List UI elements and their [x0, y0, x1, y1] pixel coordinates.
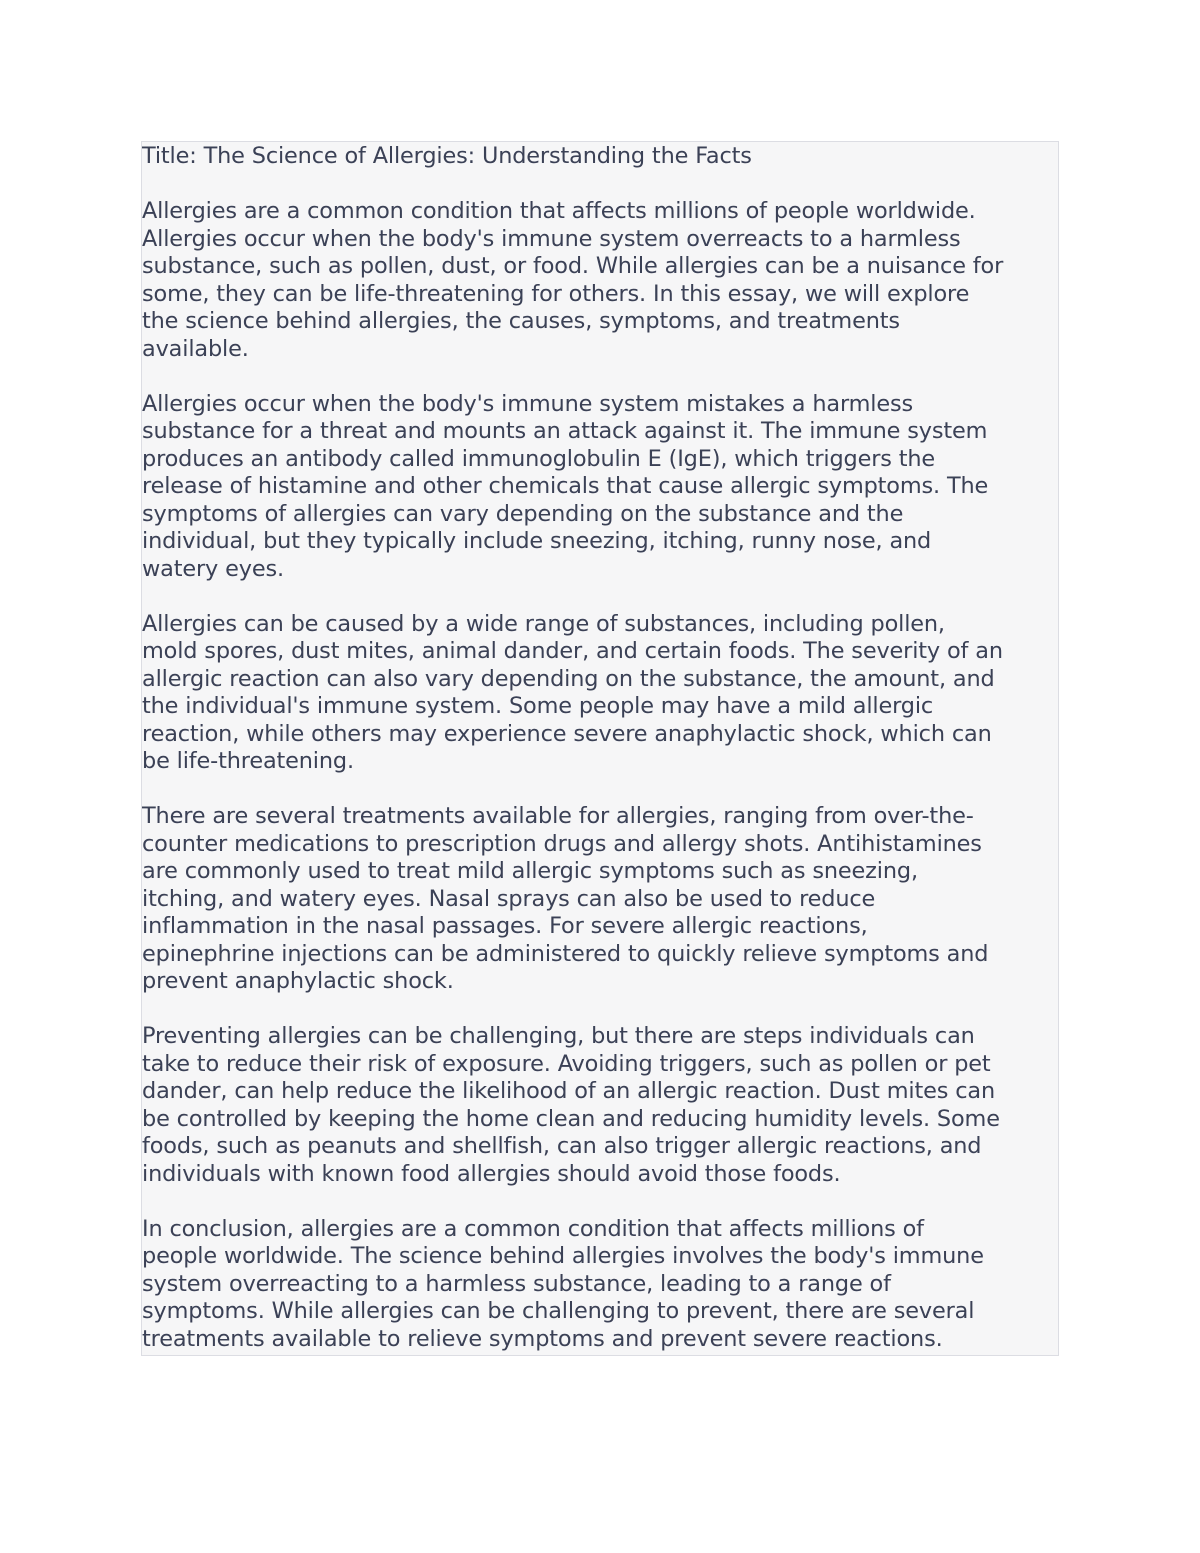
text-line: system overreacting to a harmless substance, leading to a range of: [142, 1270, 891, 1297]
paragraph-gap: [142, 1188, 1058, 1216]
text-line: reaction, while others may experience severe anaphylactic shock, which can: [142, 720, 992, 747]
text-line: foods, such as peanuts and shellfish, can also trigger allergic reactions, and: [142, 1133, 982, 1159]
text-line: mold spores, dust mites, animal dander, and certain foods. The severity of an: [142, 638, 1003, 664]
text-line: dander, can help reduce the likelihood of an allergic reaction. Dust mites can: [142, 1078, 995, 1104]
text-line: substance, such as pollen, dust, or food. While allergies can be a nuisance for: [142, 253, 1004, 279]
text-line: epinephrine injections can be administered to quickly relieve symptoms and: [142, 940, 989, 967]
paragraph-gap: [142, 583, 1058, 611]
text-line: allergic reaction can also vary depending on the substance, the amount, and: [142, 665, 995, 692]
paragraph-immune-response: [142, 391, 1058, 584]
text-line: There are several treatments available for allergies, ranging from over-the-: [142, 803, 974, 829]
text-line: people worldwide. The science behind allergies involves the body's immune: [142, 1243, 984, 1269]
text-line: release of histamine and other chemicals that cause allergic symptoms. The: [142, 473, 989, 499]
paragraph-gap: [142, 363, 1058, 391]
paragraph-gap: [142, 996, 1058, 1024]
text-line: the individual's immune system. Some people may have a mild allergic: [142, 693, 934, 719]
text-line: In conclusion, allergies are a common condition that affects millions of: [142, 1215, 924, 1242]
text-line: be life-threatening.: [142, 748, 354, 774]
text-line: produces an antibody called immunoglobulin E (IgE), which triggers the: [142, 445, 936, 472]
text-line: Allergies occur when the body's immune system overreacts to a harmless: [142, 225, 961, 252]
text-line: some, they can be life-threatening for others. In this essay, we will explore: [142, 280, 970, 307]
text-line: are commonly used to treat mild allergic symptoms such as sneezing,: [142, 858, 918, 884]
text-line: Allergies are a common condition that affects millions of people worldwide.: [142, 198, 976, 224]
text-line: be controlled by keeping the home clean and reducing humidity levels. Some: [142, 1105, 1000, 1132]
paragraph-introduction: [142, 198, 1058, 363]
paragraph-gap: [142, 171, 1058, 199]
text-line: individual, but they typically include sneezing, itching, runny nose, and: [142, 528, 932, 554]
text-line: counter medications to prescription drugs and allergy shots. Antihistamines: [142, 830, 982, 857]
paragraph-treatments: [142, 803, 1058, 996]
text-line: treatments available to relieve symptoms and prevent severe reactions.: [142, 1325, 943, 1352]
text-line: the science behind allergies, the causes, symptoms, and treatments: [142, 308, 900, 334]
text-line: prevent anaphylactic shock.: [142, 968, 454, 994]
text-line: available.: [142, 335, 249, 362]
text-line: substance for a threat and mounts an attack against it. The immune system: [142, 418, 988, 444]
essay-text-box: [141, 141, 1059, 1356]
text-line: watery eyes.: [142, 555, 284, 582]
paragraph-conclusion: [142, 1216, 1058, 1354]
text-line: Allergies occur when the body's immune system mistakes a harmless: [142, 390, 913, 417]
text-line: Allergies can be caused by a wide range of substances, including pollen,: [142, 610, 945, 637]
paragraph-causes: [142, 611, 1058, 776]
paragraph-prevention: [142, 1023, 1058, 1188]
text-line: itching, and watery eyes. Nasal sprays can also be used to reduce: [142, 885, 876, 912]
text-line: symptoms of allergies can vary depending on the substance and the: [142, 500, 904, 527]
text-line: inflammation in the nasal passages. For severe allergic reactions,: [142, 913, 868, 939]
essay-title: Title: The Science of Allergies: Understanding the Facts: [142, 143, 752, 169]
text-line: symptoms. While allergies can be challenging to prevent, there are several: [142, 1298, 975, 1324]
text-line: Preventing allergies can be challenging, but there are steps individuals can: [142, 1023, 975, 1049]
paragraph-gap: [142, 776, 1058, 804]
text-line: individuals with known food allergies should avoid those foods.: [142, 1160, 841, 1187]
text-line: take to reduce their risk of exposure. Avoiding triggers, such as pollen or pet: [142, 1050, 991, 1077]
